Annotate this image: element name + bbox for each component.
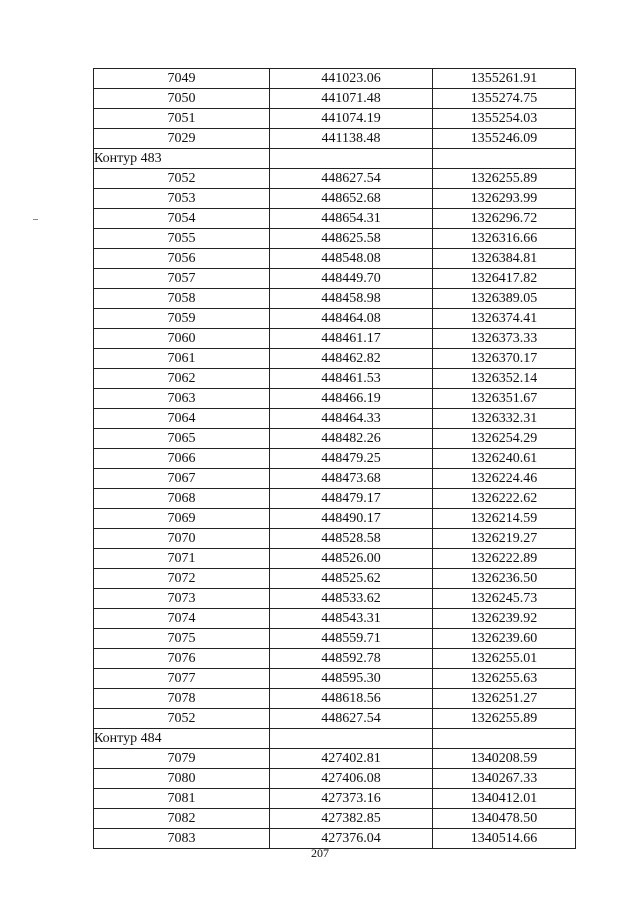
table-row — [94, 269, 576, 289]
y-coordinate-cell: 1326219.27 — [433, 529, 576, 549]
x-coordinate-cell: 448525.62 — [270, 569, 433, 589]
x-coordinate-cell: 448627.54 — [270, 709, 433, 729]
y-coordinate-cell: 1355246.09 — [433, 129, 576, 149]
table-row — [94, 249, 576, 269]
point-number-cell: 7058 — [94, 289, 270, 309]
empty-cell — [270, 149, 433, 169]
point-number-cell: 7052 — [94, 709, 270, 729]
point-number-cell: 7062 — [94, 369, 270, 389]
table-row — [94, 329, 576, 349]
x-coordinate-cell: 441023.06 — [270, 69, 433, 89]
x-coordinate-cell: 448528.58 — [270, 529, 433, 549]
table-row — [94, 169, 576, 189]
y-coordinate-cell: 1326255.89 — [433, 709, 576, 729]
x-coordinate-cell: 448449.70 — [270, 269, 433, 289]
table-row — [94, 789, 576, 809]
point-number-cell: 7080 — [94, 769, 270, 789]
y-coordinate-cell: 1326245.73 — [433, 589, 576, 609]
table-row — [94, 769, 576, 789]
x-coordinate-cell: 448652.68 — [270, 189, 433, 209]
y-coordinate-cell: 1355274.75 — [433, 89, 576, 109]
x-coordinate-cell: 427402.81 — [270, 749, 433, 769]
y-coordinate-cell: 1326332.31 — [433, 409, 576, 429]
point-number-cell: 7071 — [94, 549, 270, 569]
y-coordinate-cell: 1326255.01 — [433, 649, 576, 669]
y-coordinate-cell: 1326374.41 — [433, 309, 576, 329]
table-row — [94, 369, 576, 389]
table-row — [94, 709, 576, 729]
x-coordinate-cell: 448548.08 — [270, 249, 433, 269]
table-row — [94, 469, 576, 489]
table-row — [94, 749, 576, 769]
table-row — [94, 669, 576, 689]
x-coordinate-cell: 448654.31 — [270, 209, 433, 229]
page-number: 207 — [311, 846, 329, 860]
y-coordinate-cell: 1326389.05 — [433, 289, 576, 309]
y-coordinate-cell: 1326224.46 — [433, 469, 576, 489]
y-coordinate-cell: 1326255.89 — [433, 169, 576, 189]
contour-header-row — [94, 149, 576, 169]
x-coordinate-cell: 448482.26 — [270, 429, 433, 449]
point-number-cell: 7074 — [94, 609, 270, 629]
y-coordinate-cell: 1340478.50 — [433, 809, 576, 829]
table-row — [94, 209, 576, 229]
x-coordinate-cell: 427382.85 — [270, 809, 433, 829]
y-coordinate-cell: 1326370.17 — [433, 349, 576, 369]
x-coordinate-cell: 448533.62 — [270, 589, 433, 609]
point-number-cell: 7068 — [94, 489, 270, 509]
point-number-cell: 7053 — [94, 189, 270, 209]
empty-cell — [433, 149, 576, 169]
point-number-cell: 7072 — [94, 569, 270, 589]
table-row — [94, 69, 576, 89]
x-coordinate-cell: 441071.48 — [270, 89, 433, 109]
y-coordinate-cell: 1326296.72 — [433, 209, 576, 229]
coordinates-table — [93, 68, 576, 849]
x-coordinate-cell: 448627.54 — [270, 169, 433, 189]
y-coordinate-cell: 1340208.59 — [433, 749, 576, 769]
y-coordinate-cell: 1326239.92 — [433, 609, 576, 629]
table-row — [94, 289, 576, 309]
y-coordinate-cell: 1355261.91 — [433, 69, 576, 89]
table-row — [94, 449, 576, 469]
table-row — [94, 109, 576, 129]
x-coordinate-cell: 448479.17 — [270, 489, 433, 509]
x-coordinate-cell: 448473.68 — [270, 469, 433, 489]
point-number-cell: 7069 — [94, 509, 270, 529]
point-number-cell: 7052 — [94, 169, 270, 189]
point-number-cell: 7073 — [94, 589, 270, 609]
y-coordinate-cell: 1326251.27 — [433, 689, 576, 709]
point-number-cell: 7063 — [94, 389, 270, 409]
point-number-cell: 7076 — [94, 649, 270, 669]
point-number-cell: 7082 — [94, 809, 270, 829]
y-coordinate-cell: 1326222.89 — [433, 549, 576, 569]
point-number-cell: 7060 — [94, 329, 270, 349]
y-coordinate-cell: 1326240.61 — [433, 449, 576, 469]
table-row — [94, 309, 576, 329]
table-row — [94, 549, 576, 569]
contour-header-row — [94, 729, 576, 749]
y-coordinate-cell: 1326254.29 — [433, 429, 576, 449]
y-coordinate-cell: 1340514.66 — [433, 829, 576, 849]
table-row — [94, 809, 576, 829]
table-row — [94, 489, 576, 509]
coordinates-table-body — [94, 69, 576, 849]
point-number-cell: 7065 — [94, 429, 270, 449]
table-row — [94, 609, 576, 629]
y-coordinate-cell: 1340267.33 — [433, 769, 576, 789]
y-coordinate-cell: 1326417.82 — [433, 269, 576, 289]
table-row — [94, 429, 576, 449]
table-row — [94, 409, 576, 429]
y-coordinate-cell: 1326316.66 — [433, 229, 576, 249]
table-row — [94, 89, 576, 109]
x-coordinate-cell: 448466.19 — [270, 389, 433, 409]
x-coordinate-cell: 427376.04 — [270, 829, 433, 849]
y-coordinate-cell: 1326239.60 — [433, 629, 576, 649]
point-number-cell: 7081 — [94, 789, 270, 809]
point-number-cell: 7061 — [94, 349, 270, 369]
table-row — [94, 129, 576, 149]
table-row — [94, 589, 576, 609]
contour-label: Контур 484 — [94, 729, 270, 749]
table-row — [94, 569, 576, 589]
x-coordinate-cell: 448592.78 — [270, 649, 433, 669]
point-number-cell: 7051 — [94, 109, 270, 129]
table-row — [94, 389, 576, 409]
contour-label: Контур 483 — [94, 149, 270, 169]
point-number-cell: 7049 — [94, 69, 270, 89]
empty-cell — [270, 729, 433, 749]
y-coordinate-cell: 1340412.01 — [433, 789, 576, 809]
x-coordinate-cell: 427373.16 — [270, 789, 433, 809]
table-row — [94, 189, 576, 209]
point-number-cell: 7070 — [94, 529, 270, 549]
point-number-cell: 7066 — [94, 449, 270, 469]
y-coordinate-cell: 1326222.62 — [433, 489, 576, 509]
table-row — [94, 649, 576, 669]
point-number-cell: 7056 — [94, 249, 270, 269]
point-number-cell: 7078 — [94, 689, 270, 709]
y-coordinate-cell: 1326373.33 — [433, 329, 576, 349]
scan-mark — [33, 219, 38, 220]
x-coordinate-cell: 427406.08 — [270, 769, 433, 789]
point-number-cell: 7075 — [94, 629, 270, 649]
y-coordinate-cell: 1326351.67 — [433, 389, 576, 409]
y-coordinate-cell: 1326352.14 — [433, 369, 576, 389]
x-coordinate-cell: 448461.53 — [270, 369, 433, 389]
x-coordinate-cell: 448479.25 — [270, 449, 433, 469]
table-row — [94, 629, 576, 649]
point-number-cell: 7077 — [94, 669, 270, 689]
table-row — [94, 509, 576, 529]
y-coordinate-cell: 1326255.63 — [433, 669, 576, 689]
x-coordinate-cell: 448458.98 — [270, 289, 433, 309]
point-number-cell: 7064 — [94, 409, 270, 429]
point-number-cell: 7054 — [94, 209, 270, 229]
table-row — [94, 349, 576, 369]
point-number-cell: 7067 — [94, 469, 270, 489]
x-coordinate-cell: 448625.58 — [270, 229, 433, 249]
table-row — [94, 229, 576, 249]
x-coordinate-cell: 448559.71 — [270, 629, 433, 649]
x-coordinate-cell: 448543.31 — [270, 609, 433, 629]
y-coordinate-cell: 1326214.59 — [433, 509, 576, 529]
x-coordinate-cell: 448464.08 — [270, 309, 433, 329]
x-coordinate-cell: 441138.48 — [270, 129, 433, 149]
table-row — [94, 689, 576, 709]
x-coordinate-cell: 448526.00 — [270, 549, 433, 569]
x-coordinate-cell: 448461.17 — [270, 329, 433, 349]
point-number-cell: 7029 — [94, 129, 270, 149]
x-coordinate-cell: 448464.33 — [270, 409, 433, 429]
table-row — [94, 529, 576, 549]
point-number-cell: 7083 — [94, 829, 270, 849]
y-coordinate-cell: 1326384.81 — [433, 249, 576, 269]
x-coordinate-cell: 448462.82 — [270, 349, 433, 369]
x-coordinate-cell: 441074.19 — [270, 109, 433, 129]
x-coordinate-cell: 448618.56 — [270, 689, 433, 709]
x-coordinate-cell: 448490.17 — [270, 509, 433, 529]
point-number-cell: 7055 — [94, 229, 270, 249]
y-coordinate-cell: 1355254.03 — [433, 109, 576, 129]
y-coordinate-cell: 1326293.99 — [433, 189, 576, 209]
empty-cell — [433, 729, 576, 749]
x-coordinate-cell: 448595.30 — [270, 669, 433, 689]
y-coordinate-cell: 1326236.50 — [433, 569, 576, 589]
point-number-cell: 7057 — [94, 269, 270, 289]
point-number-cell: 7079 — [94, 749, 270, 769]
point-number-cell: 7050 — [94, 89, 270, 109]
point-number-cell: 7059 — [94, 309, 270, 329]
